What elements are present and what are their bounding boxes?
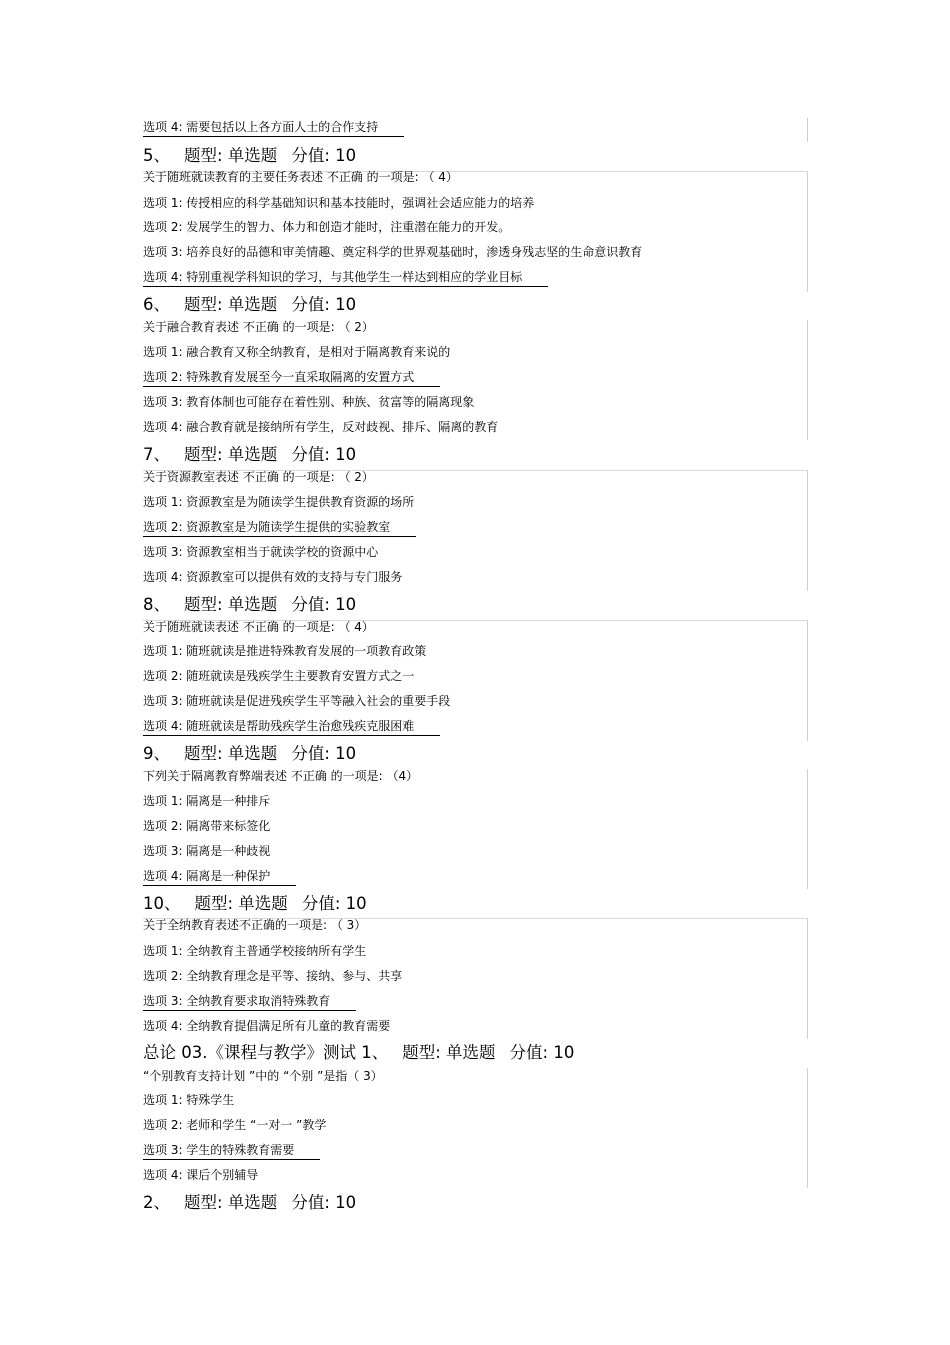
question-type: 题型: 单选题 [184, 744, 278, 763]
question-stem: “个别教育支持计划 ”中的 “个别 ”是指（ 3） [143, 1069, 383, 1083]
question-heading [143, 594, 356, 616]
option-1: 选项 1: 传授相应的科学基础知识和基本技能时，强调社会适应能力的培养 [143, 196, 535, 210]
question-stem: 关于资源教室表述 不正确 的一项是: （ 2） [143, 470, 374, 484]
option-3: 选项 3: 学生的特殊教育需要 [143, 1141, 320, 1160]
question-number: 6、 [143, 295, 170, 314]
option-3: 选项 3: 培养良好的品德和审美情趣、奠定科学的世界观基础时，渗透身残志坚的生命意识教育 [143, 245, 643, 259]
question-stem: 关于随班就读教育的主要任务表述 不正确 的一项是: （ 4） [143, 170, 458, 184]
question-heading [143, 145, 356, 167]
option-4: 选项 4: 全纳教育提倡满足所有儿童的教育需要 [143, 1019, 391, 1033]
question-stem: 关于融合教育表述 不正确 的一项是: （ 2） [143, 320, 374, 334]
question-heading [143, 893, 367, 915]
question-number: 8、 [143, 595, 170, 614]
option-3: 选项 3: 资源教室相当于就读学校的资源中心 [143, 545, 379, 559]
question-number: 2、 [143, 1193, 170, 1212]
question-score: 分值: 10 [291, 744, 357, 763]
question-heading [143, 743, 356, 765]
option-3: 选项 3: 隔离是一种歧视 [143, 844, 271, 858]
question-heading [143, 1192, 356, 1214]
option-1: 选项 1: 特殊学生 [143, 1093, 235, 1107]
option-2: 选项 2: 隔离带来标签化 [143, 819, 271, 833]
question-score: 分值: 10 [509, 1043, 575, 1062]
option-1: 选项 1: 资源教室是为随读学生提供教育资源的场所 [143, 495, 415, 509]
option-2: 选项 2: 特殊教育发展至今一直采取隔离的安置方式 [143, 368, 440, 387]
question-type: 题型: 单选题 [184, 1193, 278, 1212]
option-4: 选项 4: 随班就读是帮助残疾学生治愈残疾克服困难 [143, 717, 440, 736]
option-3: 选项 3: 教育体制也可能存在着性别、种族、贫富等的隔离现象 [143, 395, 475, 409]
question-number: 9、 [143, 744, 170, 763]
option-2: 选项 2: 老师和学生 “一对一 ”教学 [143, 1118, 327, 1132]
question-type: 题型: 单选题 [184, 445, 278, 464]
question-score: 分值: 10 [301, 894, 367, 913]
option-4: 选项 4: 特别重视学科知识的学习，与其他学生一样达到相应的学业目标 [143, 268, 548, 287]
question-score: 分值: 10 [291, 146, 357, 165]
option-2: 选项 2: 资源教室是为随读学生提供的实验教室 [143, 518, 416, 537]
question-number: 7、 [143, 445, 170, 464]
option-2: 选项 2: 随班就读是残疾学生主要教育安置方式之一 [143, 669, 415, 683]
option-4: 选项 4: 隔离是一种保护 [143, 867, 296, 886]
option-4: 选项 4: 需要包括以上各方面人士的合作支持 [143, 118, 404, 137]
question-number: 总论 03.《课程与教学》测试 1、 [143, 1043, 389, 1062]
question-score: 分值: 10 [291, 1193, 357, 1212]
question-heading [143, 1042, 574, 1064]
option-3: 选项 3: 全纳教育要求取消特殊教育 [143, 992, 356, 1011]
question-stem: 关于随班就读表述 不正确 的一项是: （ 4） [143, 620, 374, 634]
option-4: 选项 4: 资源教室可以提供有效的支持与专门服务 [143, 570, 403, 584]
question-stem: 关于全纳教育表述不正确的一项是: （ 3） [143, 918, 367, 932]
option-2: 选项 2: 发展学生的智力、体力和创造才能时，注重潜在能力的开发。 [143, 220, 511, 234]
question-number: 10、 [143, 894, 181, 913]
option-1: 选项 1: 隔离是一种排斥 [143, 794, 271, 808]
question-type: 题型: 单选题 [184, 295, 278, 314]
question-score: 分值: 10 [291, 295, 357, 314]
question-heading [143, 444, 356, 466]
question-type: 题型: 单选题 [184, 595, 278, 614]
question-stem: 下列关于隔离教育弊端表述 不正确 的一项是: （4） [143, 769, 419, 783]
question-type: 题型: 单选题 [194, 894, 288, 913]
option-4: 选项 4: 课后个别辅导 [143, 1168, 259, 1182]
option-3: 选项 3: 随班就读是促进残疾学生平等融入社会的重要手段 [143, 694, 451, 708]
question-type: 题型: 单选题 [184, 146, 278, 165]
option-2: 选项 2: 全纳教育理念是平等、接纳、参与、共享 [143, 969, 403, 983]
question-score: 分值: 10 [291, 595, 357, 614]
option-1: 选项 1: 随班就读是推进特殊教育发展的一项教育政策 [143, 644, 427, 658]
question-number: 5、 [143, 146, 170, 165]
question-heading [143, 294, 356, 316]
question-type: 题型: 单选题 [402, 1043, 496, 1062]
option-1: 选项 1: 融合教育又称全纳教育，是相对于隔离教育来说的 [143, 345, 451, 359]
option-4: 选项 4: 融合教育就是接纳所有学生，反对歧视、排斥、隔离的教育 [143, 420, 499, 434]
question-score: 分值: 10 [291, 445, 357, 464]
option-1: 选项 1: 全纳教育主普通学校接纳所有学生 [143, 944, 367, 958]
